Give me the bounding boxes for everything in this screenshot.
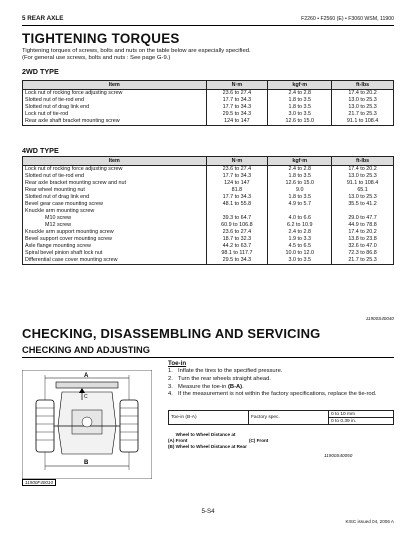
step-item: 2. Turn the rear wheels straight ahead. xyxy=(168,375,271,382)
spec-value-mm: 0 to 10 mm xyxy=(329,411,394,418)
section-code-2: 11900S40050 xyxy=(324,453,353,458)
spec-row xyxy=(169,411,394,418)
cell-item: Slotted nut of tie-rod end xyxy=(23,97,207,104)
table-row xyxy=(23,257,394,265)
cell-item: Lock nut of tie-rod xyxy=(23,111,207,118)
torque-table-4wd xyxy=(22,156,394,265)
cell-item: Slotted nut of drag link end xyxy=(23,104,207,111)
model-line: F2260 • F2560 (E) • F3060 WSM, 11900 xyxy=(301,16,394,22)
issued-note: KISC issued 04, 2006 A xyxy=(345,519,394,524)
cell-nm: 98.1 to 117.7 xyxy=(206,250,268,257)
figure-legend xyxy=(168,432,268,450)
front-axle-beam xyxy=(56,382,118,388)
cell-nm: 17.7 to 34.3 xyxy=(206,104,268,111)
tightening-title: TIGHTENING TORQUES xyxy=(22,31,180,46)
table-row xyxy=(23,194,394,201)
table-row xyxy=(23,90,394,98)
cell-kgf: 4.9 to 5.7 xyxy=(268,201,332,208)
cell-item: Lock nut of rocking force adjusting screw xyxy=(23,90,207,98)
cell-nm: 23.6 to 27.4 xyxy=(206,229,268,236)
spec-label: Factory spec. xyxy=(249,411,329,425)
cell-ftlbs: 13.8 to 23.8 xyxy=(332,236,394,243)
cell-ftlbs: 44.9 to 78.8 xyxy=(332,222,394,229)
cell-item: Rear axle bracket mounting screw and nut xyxy=(23,180,207,187)
col-item: Item xyxy=(23,157,207,166)
cell-item: Spiral bevel pinion shaft lock nut xyxy=(23,250,207,257)
cell-ftlbs: 72.3 to 86.8 xyxy=(332,250,394,257)
legend-row: (B) Wheel to Wheel Distance at Rear xyxy=(168,444,247,449)
cell-nm: 48.1 to 55.8 xyxy=(206,201,268,208)
table-row xyxy=(23,215,394,222)
cell-ftlbs: 65.1 xyxy=(332,187,394,194)
table-row xyxy=(23,250,394,257)
cell-nm: 17.7 to 34.3 xyxy=(206,173,268,180)
cell-kgf: 1.8 to 3.5 xyxy=(268,173,332,180)
cell-item: Rear axle shaft bracket mounting screw xyxy=(23,118,207,126)
cell-kgf: 1.8 to 3.5 xyxy=(268,194,332,201)
cell-nm: 81.8 xyxy=(206,187,268,194)
cell-kgf: 6.2 to 10.9 xyxy=(268,222,332,229)
cell-ftlbs: 35.5 to 41.2 xyxy=(332,201,394,208)
cell-kgf: 2.4 to 2.8 xyxy=(268,229,332,236)
step-item: 3. Measure the toe-in (B-A). xyxy=(168,383,244,390)
cell-kgf: 1.8 to 3.5 xyxy=(268,104,332,111)
cell-nm: 60.9 to 106.8 xyxy=(206,222,268,229)
cell-ftlbs: 13.0 to 25.3 xyxy=(332,104,394,111)
right-wheel xyxy=(120,400,138,452)
tractor-body xyxy=(54,392,120,454)
cell-nm: 29.5 to 34.3 xyxy=(206,111,268,118)
table-row xyxy=(23,222,394,229)
page-number: 5-S4 xyxy=(201,508,215,515)
intro-text xyxy=(22,48,251,62)
cell-ftlbs: 21.7 to 25.3 xyxy=(332,257,394,265)
label-c: C xyxy=(84,394,88,400)
cell-item: Knuckle arm support mounting screw xyxy=(23,229,207,236)
torque-table-2wd xyxy=(22,80,394,126)
table-row xyxy=(23,208,394,215)
col-item: Item xyxy=(23,81,207,90)
cell-ftlbs: 91.1 to 108.4 xyxy=(332,180,394,187)
cell-kgf: 4.0 to 6.6 xyxy=(268,215,332,222)
cell-nm: 39.3 to 64.7 xyxy=(206,215,268,222)
cell-item: Bevel support cover mounting screw xyxy=(23,236,207,243)
cell-kgf: 1.8 to 3.5 xyxy=(268,97,332,104)
cell-kgf: 2.4 to 2.8 xyxy=(268,166,332,174)
cell-kgf: 12.6 to 15.0 xyxy=(268,180,332,187)
cell-nm: 17.7 to 34.3 xyxy=(206,194,268,201)
left-wheel xyxy=(36,400,54,452)
toe-in-steps xyxy=(168,368,394,399)
intro-line-2: (For general use screws, bolts and nuts : See page G-9.) xyxy=(22,55,171,61)
col-nm: N·m xyxy=(206,81,268,90)
cell-item: Differential case cover mounting screw xyxy=(23,257,207,265)
cell-nm: 18.7 to 32.3 xyxy=(206,236,268,243)
cell-nm: 29.5 to 34.3 xyxy=(206,257,268,265)
table-2wd-title: 2WD TYPE xyxy=(22,67,59,76)
cell-kgf: 1.9 to 3.3 xyxy=(268,236,332,243)
table-row xyxy=(23,166,394,174)
checking-title: CHECKING, DISASSEMBLING AND SERVICING xyxy=(22,326,321,341)
cell-nm xyxy=(206,208,268,215)
cell-ftlbs: 17.4 to 20.2 xyxy=(332,90,394,98)
cell-ftlbs: 13.0 to 25.3 xyxy=(332,194,394,201)
cell-item: Rear wheel mounting nut xyxy=(23,187,207,194)
spec-value-in: 0 to 0.39 in. xyxy=(329,418,394,425)
table-row xyxy=(23,118,394,126)
cell-ftlbs: 17.4 to 20.2 xyxy=(332,166,394,174)
cell-item: Axle flange mounting screw xyxy=(23,243,207,250)
intro-line-1: Tightening torques of screws, bolts and nuts on the table below are especially specified. xyxy=(22,48,251,54)
cell-nm: 124 to 147 xyxy=(206,118,268,126)
cell-ftlbs: 29.0 to 47.7 xyxy=(332,215,394,222)
cell-ftlbs: 32.6 to 47.0 xyxy=(332,243,394,250)
toe-in-title: Toe-in xyxy=(168,360,187,367)
cell-item: Slotted nut of tie-rod end xyxy=(23,173,207,180)
cell-item: Lock nut of rocking force adjusting screw xyxy=(23,166,207,174)
table-header xyxy=(23,157,394,166)
figure-code: 11900F40010 xyxy=(22,479,56,486)
page-header xyxy=(22,14,394,26)
table-row xyxy=(23,243,394,250)
col-ftlbs: ft-lbs xyxy=(332,157,394,166)
table-row xyxy=(23,236,394,243)
cell-item: M10 screw xyxy=(23,215,207,222)
cell-ftlbs: 91.1 to 108.4 xyxy=(332,118,394,126)
table-row xyxy=(23,104,394,111)
table-row xyxy=(23,201,394,208)
cell-kgf: 4.5 to 6.5 xyxy=(268,243,332,250)
cell-item: Bevel gear case mounting screw xyxy=(23,201,207,208)
cell-ftlbs: 13.0 to 25.3 xyxy=(332,97,394,104)
cell-kgf xyxy=(268,208,332,215)
cell-nm: 124 to 147 xyxy=(206,180,268,187)
table-row xyxy=(23,111,394,118)
cell-item: Slotted nut of drag link end xyxy=(23,194,207,201)
cell-kgf: 3.0 to 3.5 xyxy=(268,257,332,265)
cell-nm: 23.6 to 27.4 xyxy=(206,90,268,98)
table-row xyxy=(23,97,394,104)
step-item: 4. If the measurement is not within the factory specifications, replace the tie-rod. xyxy=(168,391,377,398)
cell-ftlbs: 17.4 to 20.2 xyxy=(332,229,394,236)
label-a: A xyxy=(84,373,89,379)
table-row xyxy=(23,187,394,194)
toe-in-diagram xyxy=(22,370,152,479)
table-row xyxy=(23,180,394,187)
cell-nm: 44.2 to 63.7 xyxy=(206,243,268,250)
label-b: B xyxy=(84,460,89,466)
col-kgf: kgf·m xyxy=(268,157,332,166)
cell-item: Knuckle arm mounting screw xyxy=(23,208,207,215)
cell-kgf: 12.6 to 15.0 xyxy=(268,118,332,126)
table-row xyxy=(23,173,394,180)
spec-item: Toe-in (B-A) xyxy=(169,411,249,425)
col-ftlbs: ft-lbs xyxy=(332,81,394,90)
col-nm: N·m xyxy=(206,157,268,166)
cell-kgf: 10.0 to 12.0 xyxy=(268,250,332,257)
cell-nm: 17.7 to 34.3 xyxy=(206,97,268,104)
cell-kgf: 9.0 xyxy=(268,187,332,194)
table-4wd-title: 4WD TYPE xyxy=(22,146,59,155)
cell-nm: 23.6 to 27.4 xyxy=(206,166,268,174)
cell-ftlbs xyxy=(332,208,394,215)
section-title: 5 REAR AXLE xyxy=(22,15,64,22)
cell-kgf: 2.4 to 2.8 xyxy=(268,90,332,98)
col-kgf: kgf·m xyxy=(268,81,332,90)
spec-table xyxy=(168,410,394,425)
cell-kgf: 3.0 to 3.5 xyxy=(268,111,332,118)
table-header xyxy=(23,81,394,90)
legend-row: (A) Wheel to Wheel Distance at Front (C) Front xyxy=(168,432,269,443)
checking-subtitle: CHECKING AND ADJUSTING xyxy=(22,345,394,358)
step-item: 1. Inflate the tires to the specified pressure. xyxy=(168,368,283,374)
table-row xyxy=(23,229,394,236)
cell-ftlbs: 21.7 to 25.3 xyxy=(332,111,394,118)
cell-item: M12 screw xyxy=(23,222,207,229)
section-code: 11900S40040 xyxy=(365,316,394,321)
cell-ftlbs: 13.0 to 25.3 xyxy=(332,173,394,180)
